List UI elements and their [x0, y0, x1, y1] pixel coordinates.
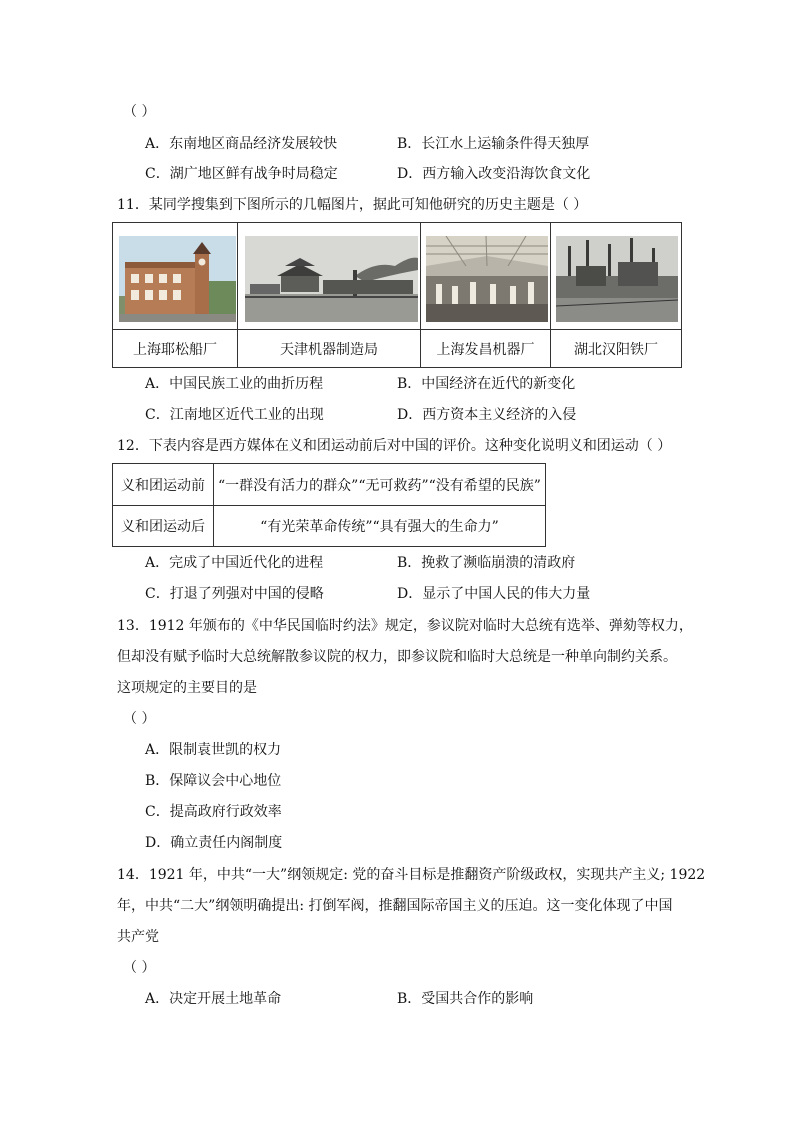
table-row-content: “有光荣革命传统”“具有强大的生命力” [260, 518, 499, 535]
q12-option-c: C．打退了列强对中国的侵略 [145, 586, 324, 602]
factory-interior-photo [426, 236, 548, 322]
q10-option-b: B．长江水上运输条件得天独厚 [397, 136, 590, 152]
q10-option-a: A．东南地区商品经济发展较快 [145, 136, 338, 152]
q11-caption: 上海发昌机器厂 [436, 341, 535, 358]
table-row-content: “一群没有活力的群众”“无可救药”“没有希望的民族” [218, 477, 541, 494]
q13-option-a: A．限制袁世凯的权力 [145, 742, 282, 758]
q14-answer-paren: （ ） [123, 960, 156, 976]
ironworks-photo [556, 236, 678, 322]
q11-option-d: D．西方资本主义经济的入侵 [397, 407, 577, 423]
q13-stem-line: 13．1912 年颁布的《中华民国临时约法》规定，参议院对临时大总统有选举、弹劾等权力， [117, 618, 693, 634]
q11-image-cell [421, 223, 551, 367]
q11-caption: 天津机器制造局 [280, 341, 378, 358]
q11-image-cell [113, 223, 238, 367]
arsenal-photo [245, 236, 418, 322]
table-row-header: 义和团运动后 [113, 505, 214, 546]
q11-caption: 上海耶松船厂 [133, 341, 217, 358]
q12-stem: 12．下表内容是西方媒体在义和团运动前后对中国的评价。这种变化说明义和团运动（ ） [117, 438, 672, 454]
q10-answer-paren: （ ） [123, 104, 156, 120]
q12-option-d: D．显示了中国人民的伟大力量 [397, 586, 591, 602]
q11-image-table [112, 222, 682, 368]
q13-option-d: D．确立责任内阁制度 [145, 835, 283, 851]
q14-option-b: B．受国共合作的影响 [397, 991, 534, 1007]
q11-caption: 湖北汉阳铁厂 [574, 341, 658, 358]
q12-option-b: B．挽救了濒临崩溃的清政府 [397, 555, 576, 571]
q11-option-b: B．中国经济在近代的新变化 [397, 376, 576, 392]
q11-image-cell [551, 223, 681, 367]
table-row [113, 464, 545, 506]
q13-option-b: B．保障议会中心地位 [145, 773, 282, 789]
q12-table [112, 463, 546, 547]
q13-answer-paren: （ ） [123, 711, 156, 727]
q14-stem-line: 14．1921 年，中共“一大”纲领规定: 党的奋斗目标是推翻资产阶级政权，实现共产主义; 1922 [117, 867, 706, 883]
table-row-header: 义和团运动前 [113, 464, 214, 505]
q14-stem-line: 共产党 [117, 929, 159, 945]
q11-image-cell [238, 223, 421, 367]
q12-option-a: A．完成了中国近代化的进程 [145, 555, 324, 571]
q13-stem-line: 但却没有赋予临时大总统解散参议院的权力，即参议院和临时大总统是一种单向制约关系。 [117, 649, 677, 665]
q13-option-c: C．提高政府行政效率 [145, 804, 282, 820]
q14-option-a: A．决定开展土地革命 [145, 991, 282, 1007]
q13-stem-line: 这项规定的主要目的是 [117, 680, 257, 696]
q10-option-d: D．西方输入改变沿海饮食文化 [397, 166, 591, 182]
q14-stem-line: 年，中共“二大”纲领明确提出: 打倒军阀，推翻国际帝国主义的压迫。这一变化体现了中国 [117, 898, 673, 914]
q10-option-c: C．湖广地区鲜有战争时局稳定 [145, 166, 338, 182]
q11-option-c: C．江南地区近代工业的出现 [145, 407, 324, 423]
q11-stem: 11．某同学搜集到下图所示的几幅图片，据此可知他研究的历史主题是（ ） [117, 197, 588, 213]
shipyard-building-photo [119, 236, 236, 322]
table-row [113, 505, 545, 546]
q11-option-a: A．中国民族工业的曲折历程 [145, 376, 324, 392]
